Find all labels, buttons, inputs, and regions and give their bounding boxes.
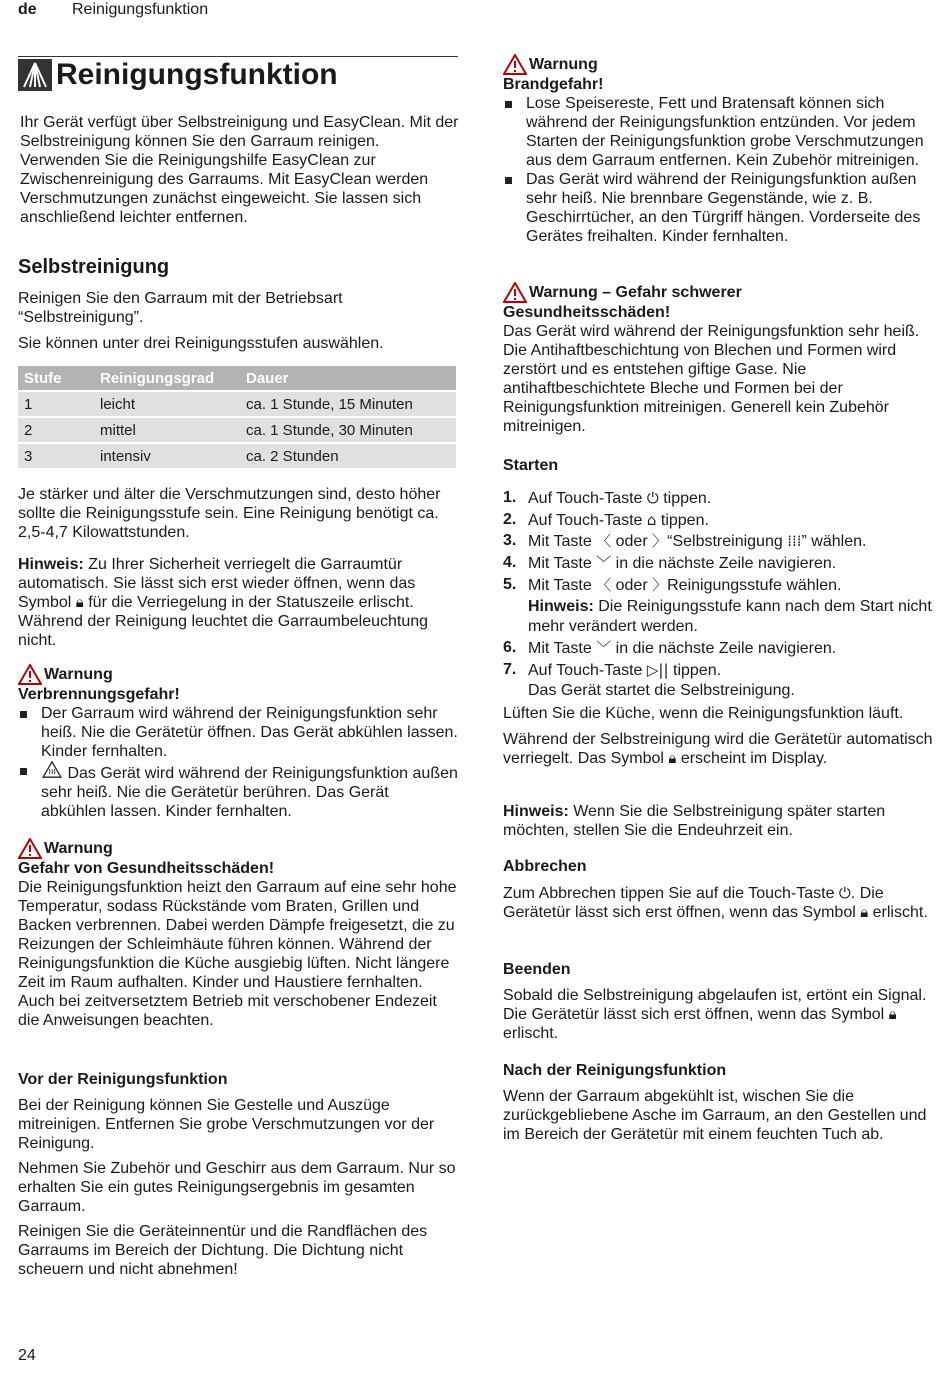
warning-list bbox=[18, 704, 458, 821]
list-item: Der Garraum wird während der Reinigungsfunktion sehr heiß. Nie die Gerätetür öffnen. Das Gerät abkühlen lassen. Kinder fernhalten. bbox=[18, 704, 458, 761]
paragraph-text: Zum Abbrechen tippen Sie auf die Touch-Taste bbox=[503, 885, 839, 902]
warning-health-serious bbox=[503, 282, 943, 436]
table-cell: 1 bbox=[18, 391, 94, 417]
table-cell: mittel bbox=[94, 417, 240, 443]
warning-triangle-icon bbox=[18, 664, 42, 685]
power-icon: ⏻ bbox=[838, 884, 851, 902]
warning-word: Warnung bbox=[44, 666, 113, 683]
warning-word: Warnung – Gefahr schwerer bbox=[529, 284, 742, 301]
warning-fire bbox=[503, 54, 943, 246]
table-row bbox=[18, 417, 456, 443]
warning-title bbox=[18, 838, 458, 859]
hinweis-label: Hinweis: bbox=[503, 803, 569, 820]
chevron-left-icon: 〈 bbox=[596, 532, 612, 551]
warning-subtitle: Verbrennungsgefahr! bbox=[18, 686, 180, 703]
step-number: 6. bbox=[503, 638, 517, 656]
step-text: tippen. bbox=[656, 511, 709, 529]
starten-heading: Starten bbox=[503, 457, 559, 474]
section-name: Reinigungsfunktion bbox=[72, 1, 209, 18]
hinweis-lock-paragraph bbox=[18, 555, 458, 650]
hot-surface-warning-icon bbox=[41, 761, 63, 778]
nach-reinigung-heading: Nach der Reinigungsfunktion bbox=[503, 1062, 727, 1079]
vor-paragraph-1: Bei der Reinigung können Sie Gestelle und Auszüge mitreinigen. Entfernen Sie grobe Verschmutzungen vor der Reinigung. bbox=[18, 1097, 435, 1152]
hinweis-later-start bbox=[503, 802, 943, 840]
warning-title bbox=[503, 282, 943, 303]
power-icon: ⏻ bbox=[646, 489, 659, 507]
vor-paragraph-3: Reinigen Sie die Geräteinnentür und die Randflächen des Garraums im Bereich der Dichtung. Die Dichtung nicht scheuern und nicht abnehmen! bbox=[18, 1223, 428, 1278]
step-number: 5. bbox=[503, 575, 517, 593]
table-header-cell: Reinigungsgrad bbox=[94, 366, 240, 391]
warning-triangle-icon bbox=[503, 54, 527, 75]
step-item bbox=[503, 660, 943, 702]
table-header-cell: Stufe bbox=[18, 366, 94, 391]
step-item bbox=[503, 531, 943, 553]
self-cleaning-icon: ⁞⁞⁞ bbox=[787, 532, 802, 551]
after-table-paragraph: Je stärker und älter die Verschmutzungen sind, desto höher sollte die Reinigungsstufe sein. Eine Reinigung benötigt ca. 2,5-4,7 Kilowattstunden. bbox=[18, 486, 441, 541]
step-text: in die nächste Zeile navigieren. bbox=[611, 639, 837, 657]
step-text: in die nächste Zeile navigieren. bbox=[611, 555, 837, 573]
table-header-cell: Dauer bbox=[240, 366, 456, 391]
start-pause-icon: ▷|| bbox=[646, 660, 669, 679]
warning-subtitle: Gefahr von Gesundheitsschäden! bbox=[18, 860, 275, 877]
warning-list bbox=[503, 94, 943, 246]
warning-text: Das Gerät wird während der Reinigungsfunktion sehr heiß. Die Antihaftbeschichtung von Blechen und Formen wird zerstört und es entstehen giftige Gase. Nie antihaftbeschichtete Bleche und Formen bei der Reinigungsfunktion mitreinigen. Generell kein Zubehör mitreinigen. bbox=[503, 323, 920, 435]
step-text: Mit Taste bbox=[528, 555, 597, 573]
table-row bbox=[18, 391, 456, 417]
table-cell: 3 bbox=[18, 443, 94, 468]
page-header bbox=[18, 0, 209, 19]
start-steps-list bbox=[503, 488, 943, 702]
step-text: tippen. bbox=[668, 661, 722, 679]
step-number: 1. bbox=[503, 489, 517, 506]
language-code: de bbox=[18, 1, 37, 18]
warning-subtitle: Brandgefahr! bbox=[503, 76, 604, 93]
step-text: oder bbox=[611, 576, 653, 594]
hinweis-text: Wenn Sie die Selbstreinigung später starten möchten, stellen Sie die Endeuhrzeit ein. bbox=[503, 803, 886, 839]
table-cell: 2 bbox=[18, 417, 94, 443]
abbrechen-heading: Abbrechen bbox=[503, 858, 587, 875]
step-text: Auf Touch-Taste bbox=[528, 490, 647, 507]
step-text: Auf Touch-Taste bbox=[528, 661, 647, 679]
page-title-text: Reinigungsfunktion bbox=[56, 58, 338, 91]
list-item: Lose Speisereste, Fett und Bratensaft können sich während der Reinigungsfunktion entzünden. Vor jedem Starten der Reinigungsfunktion grobe Verschmutzungen aus dem Garraum entfernen. Kein Zubehör mitreinigen. bbox=[503, 94, 943, 170]
table-cell: leicht bbox=[94, 391, 240, 417]
hinweis-text: Die Reinigungsstufe kann nach dem Start nicht mehr verändert werden. bbox=[528, 597, 932, 636]
step-text: Mit Taste bbox=[528, 576, 597, 594]
page-title bbox=[18, 58, 458, 92]
warning-title bbox=[503, 54, 943, 75]
title-rule bbox=[18, 56, 458, 57]
step-text: Auf Touch-Taste bbox=[528, 511, 647, 529]
paragraph-text: Sobald die Selbstreinigung abgelaufen ist, ertönt ein Signal. Die Gerätetür lässt sich erst öffnen, wenn das Symbol bbox=[503, 987, 927, 1023]
step-text: oder bbox=[611, 533, 653, 551]
step-text: “Selbstreinigung bbox=[667, 533, 788, 551]
chevron-left-icon: 〈 bbox=[596, 575, 612, 594]
home-icon: ⌂ bbox=[646, 510, 657, 529]
table-header-row bbox=[18, 366, 456, 391]
selbstreinigung-paragraph-1: Reinigen Sie den Garraum mit der Betriebsart “Selbstreinigung”. bbox=[18, 290, 343, 326]
cleaning-levels-table bbox=[18, 366, 458, 468]
step-text: Mit Taste bbox=[528, 639, 597, 657]
chevron-down-icon: ﹀ bbox=[596, 554, 612, 573]
paragraph-text: erlischt. bbox=[868, 904, 928, 921]
step-result: Das Gerät startet die Selbstreinigung. bbox=[528, 682, 795, 700]
intro-paragraph: Ihr Gerät verfügt über Selbstreinigung und EasyClean. Mit der Selbstreinigung können Sie den Garraum reinigen. Verwenden Sie die Reinigungshilfe EasyClean zur Zwischenreinigung des Garraums. Mit EasyClean werden Verschmutzungen zunächst eingeweicht. Sie lassen sich anschließend leichter entfernen. bbox=[20, 114, 459, 226]
paragraph-text: Während der Selbstreinigung wird die Gerätetür automatisch verriegelt. Das Symbol bbox=[503, 731, 933, 767]
warning-health bbox=[18, 838, 458, 1030]
warning-subtitle: Gesundheitsschäden! bbox=[503, 304, 671, 321]
paragraph-text: . Die Gerätetür lässt sich erst öffnen, wenn das Symbol bbox=[503, 885, 884, 921]
step-number: 2. bbox=[503, 510, 517, 528]
warning-triangle-icon bbox=[503, 282, 527, 303]
locked-door-paragraph bbox=[503, 730, 943, 768]
nach-reinigung-paragraph: Wenn der Garraum abgekühlt ist, wischen Sie die zurückgebliebene Asche im Garraum, an den Gestellen und im Bereich der Gerätetür mit einem feuchten Tuch ab. bbox=[503, 1088, 927, 1143]
step-item bbox=[503, 510, 943, 532]
lock-icon: 🔒︎ bbox=[860, 903, 869, 921]
chevron-right-icon: 〉 bbox=[652, 575, 668, 594]
table-cell: intensiv bbox=[94, 443, 240, 468]
chevron-down-icon: ﹀ bbox=[596, 638, 612, 657]
step-number: 3. bbox=[503, 532, 517, 550]
vor-reinigung-heading: Vor der Reinigungsfunktion bbox=[18, 1071, 228, 1088]
lueften-paragraph: Lüften Sie die Küche, wenn die Reinigungsfunktion läuft. bbox=[503, 705, 904, 722]
step-item bbox=[503, 638, 943, 660]
cleaning-function-icon bbox=[18, 59, 52, 91]
list-item: Das Gerät wird während der Reinigungsfunktion außen sehr heiß. Nie brennbare Gegenstände, wie z. B. Geschirrtücher, an den Türgriff hängen. Vorderseite des Gerätes freihalten. Kinder fernhalten. bbox=[503, 170, 943, 246]
step-note bbox=[528, 597, 943, 638]
hinweis-label: Hinweis: bbox=[18, 556, 84, 573]
hinweis-label: Hinweis: bbox=[528, 597, 594, 615]
paragraph-text: erlischt. bbox=[503, 1025, 559, 1042]
warning-text: Die Reinigungsfunktion heizt den Garraum auf eine sehr hohe Temperatur, sodass Rückstände vom Braten, Grillen und Backen verbrennen. Dabei werden Dämpfe freigesetzt, die zu Reizungen der Schleimhäute führen können. Während der Reinigungsfunktion die Küche ausgiebig lüften. Nicht längere Zeit im Raum aufhalten. Kinder und Haustiere fernhalten. Auch bei zeitversetztem Betrieb mit verschobener Endezeit die Anweisungen beachten. bbox=[18, 879, 457, 1029]
hinweis-text: für die Verriegelung in der Statuszeile erlischt. Während der Reinigung leuchtet die Garraumbeleuchtung nicht. bbox=[18, 594, 429, 649]
step-item bbox=[503, 575, 943, 638]
lock-icon: 🔒︎ bbox=[888, 1005, 897, 1023]
warning-word: Warnung bbox=[44, 840, 113, 857]
step-text: tippen. bbox=[658, 490, 712, 507]
step-text: Reinigungsstufe wählen. bbox=[667, 576, 842, 594]
step-item bbox=[503, 488, 943, 510]
warning-triangle-icon bbox=[18, 838, 42, 859]
list-item bbox=[18, 761, 458, 821]
step-item bbox=[503, 553, 943, 575]
hinweis-text: Zu Ihrer Sicherheit verriegelt die Garraumtür automatisch. Sie lässt sich erst wieder öffnen, wenn das Symbol bbox=[18, 556, 416, 611]
lock-icon: 🔒︎ bbox=[75, 593, 84, 611]
selbstreinigung-heading: Selbstreinigung bbox=[18, 256, 170, 278]
abbrechen-paragraph bbox=[503, 884, 943, 922]
selbstreinigung-paragraph-2: Sie können unter drei Reinigungsstufen auswählen. bbox=[18, 335, 384, 352]
warning-title bbox=[18, 664, 458, 685]
step-text: Mit Taste bbox=[528, 533, 597, 551]
vor-paragraph-2: Nehmen Sie Zubehör und Geschirr aus dem Garraum. Nur so erhalten Sie ein gutes Reinigungsergebnis im gesamten Garraum. bbox=[18, 1160, 456, 1215]
warning-burn bbox=[18, 664, 458, 821]
beenden-heading: Beenden bbox=[503, 961, 571, 978]
page-number: 24 bbox=[18, 1347, 36, 1364]
lock-icon: 🔒︎ bbox=[668, 749, 677, 767]
table-row bbox=[18, 443, 456, 468]
table-cell: ca. 2 Stunden bbox=[240, 443, 456, 468]
table-cell: ca. 1 Stunde, 15 Minuten bbox=[240, 391, 456, 417]
beenden-paragraph bbox=[503, 986, 943, 1043]
step-text: ” wählen. bbox=[801, 533, 867, 551]
warning-word: Warnung bbox=[529, 56, 598, 73]
chevron-right-icon: 〉 bbox=[652, 532, 668, 551]
paragraph-text: erscheint im Display. bbox=[676, 750, 828, 767]
list-item-text: Das Gerät wird während der Reinigungsfunktion außen sehr heiß. Nie die Gerätetür berühren. Das Gerät abkühlen lassen. Kinder fernhalten. bbox=[41, 765, 458, 820]
step-number: 7. bbox=[503, 660, 517, 678]
table-cell: ca. 1 Stunde, 30 Minuten bbox=[240, 417, 456, 443]
step-number: 4. bbox=[503, 554, 517, 572]
